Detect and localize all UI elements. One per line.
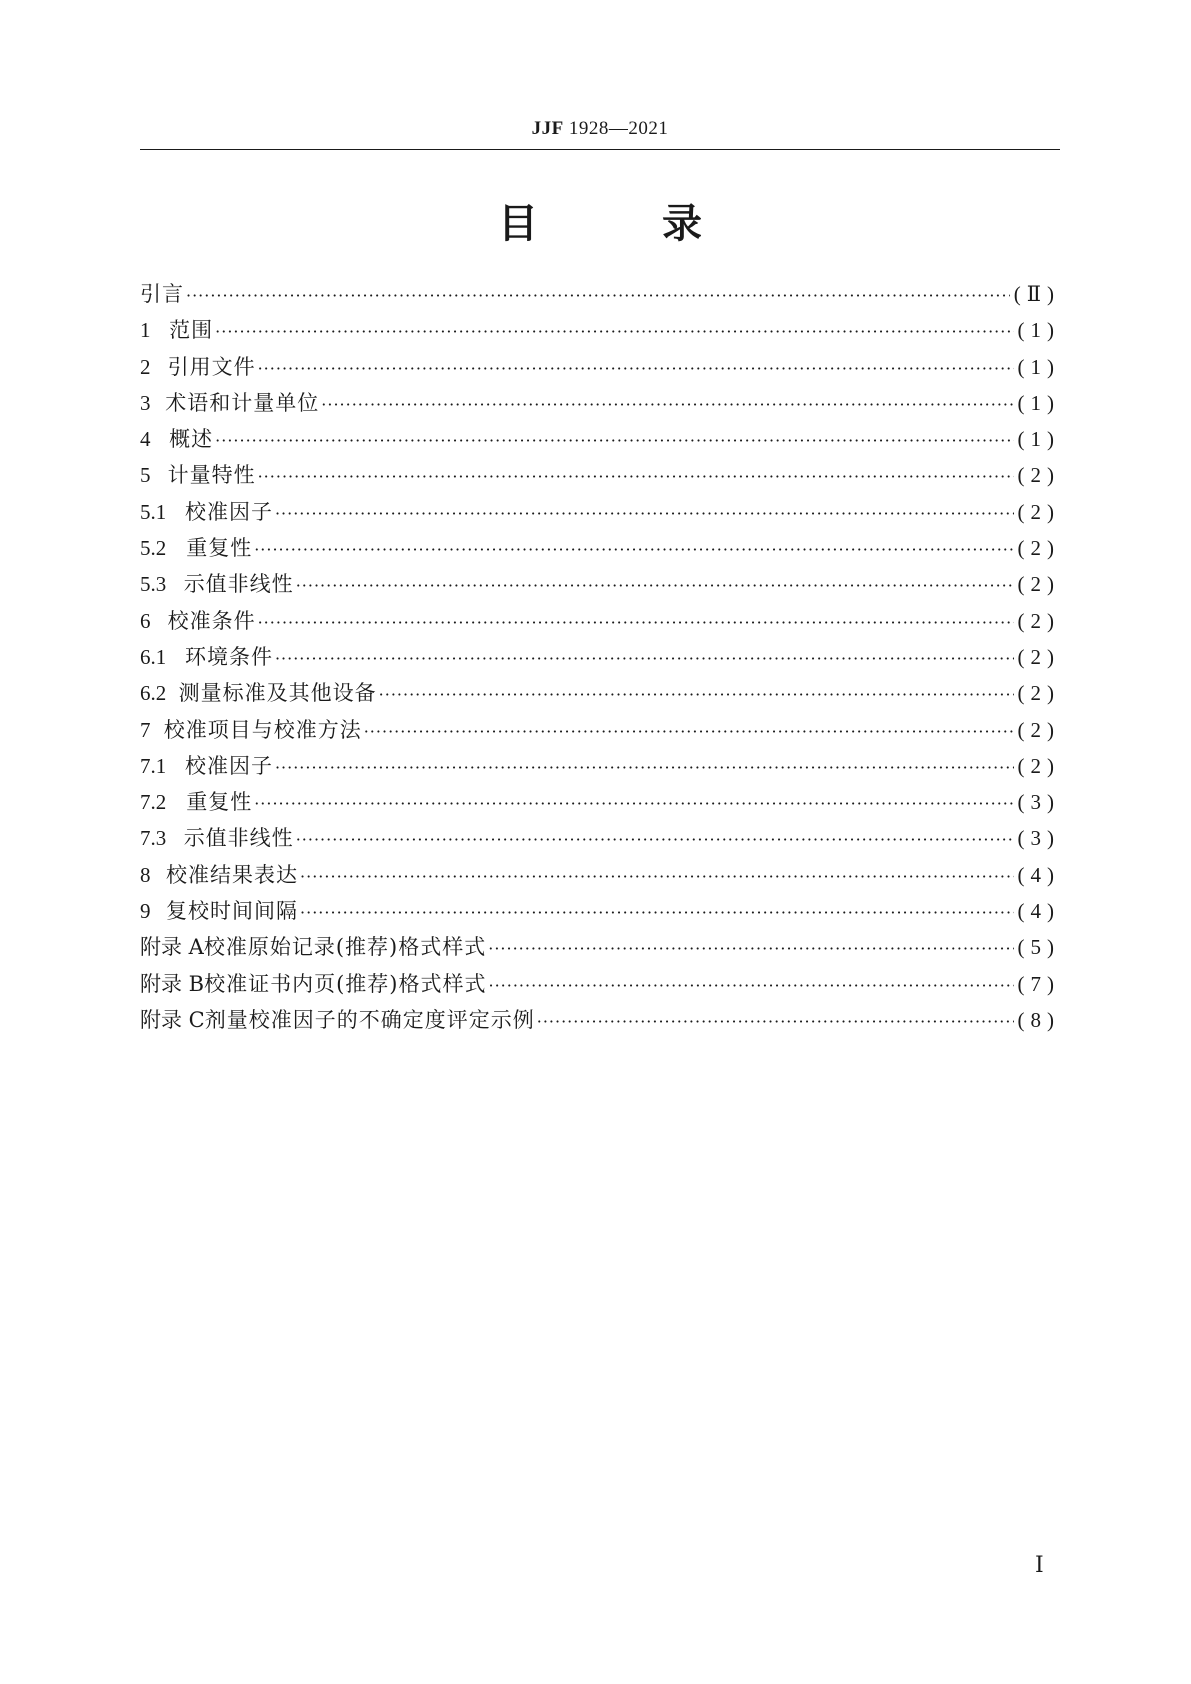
toc-entry-page: (2) bbox=[1017, 644, 1060, 669]
toc-dot-leader bbox=[537, 1012, 1014, 1031]
toc-entry-title: 计量特性 bbox=[167, 463, 256, 488]
toc-entry-title: 示值非线性 bbox=[183, 826, 294, 851]
toc-entry[interactable] bbox=[140, 786, 1060, 822]
toc-entry-page: (3) bbox=[1017, 826, 1060, 851]
toc-entry-number: 5 bbox=[140, 463, 151, 488]
toc-entry[interactable] bbox=[140, 605, 1060, 641]
toc-entry-title: 校准条件 bbox=[167, 608, 256, 633]
toc-entry-number: 6.2 bbox=[140, 681, 167, 706]
toc-entry-page: (Ⅱ) bbox=[1013, 282, 1060, 306]
toc-dot-leader bbox=[186, 286, 1010, 305]
toc-entry[interactable] bbox=[140, 423, 1060, 459]
toc-entry-number: 附录 C bbox=[140, 1007, 205, 1032]
toc-dot-leader bbox=[300, 903, 1013, 922]
toc-entry-page: (1) bbox=[1017, 318, 1060, 343]
toc-entry[interactable] bbox=[140, 459, 1060, 495]
toc-entry-title: 示值非线性 bbox=[183, 572, 294, 597]
toc-entry-number: 7.1 bbox=[140, 753, 167, 778]
toc-entry-title: 校准原始记录(推荐)格式样式 bbox=[203, 935, 487, 960]
toc-dot-leader bbox=[296, 576, 1014, 595]
toc-entry[interactable] bbox=[140, 1004, 1060, 1040]
toc-entry-number: 8 bbox=[140, 862, 151, 887]
toc-entry-number: 6.1 bbox=[140, 644, 167, 669]
toc-entry-page: (2) bbox=[1017, 681, 1060, 706]
toc-entry[interactable] bbox=[140, 750, 1060, 786]
toc-entry-page: (5) bbox=[1017, 935, 1060, 960]
page-title-char-2: 录 bbox=[662, 201, 702, 247]
table-of-contents bbox=[140, 278, 1060, 1040]
toc-entry[interactable] bbox=[140, 822, 1060, 858]
toc-entry-title: 重复性 bbox=[186, 536, 253, 561]
toc-entry-title: 术语和计量单位 bbox=[165, 390, 320, 415]
toc-entry-page: (4) bbox=[1017, 862, 1060, 887]
page-title-char-1: 目 bbox=[498, 201, 538, 247]
toc-entry-number: 4 bbox=[140, 427, 151, 452]
toc-entry-number: 2 bbox=[140, 354, 151, 379]
toc-entry-title: 范围 bbox=[169, 318, 214, 343]
toc-entry-number: 5.3 bbox=[140, 572, 167, 597]
toc-entry-number: 1 bbox=[140, 318, 151, 343]
toc-entry-page: (2) bbox=[1017, 572, 1060, 597]
toc-entry-page: (7) bbox=[1017, 971, 1060, 996]
toc-entry[interactable] bbox=[140, 895, 1060, 931]
toc-entry-page: (2) bbox=[1017, 717, 1060, 742]
page-title bbox=[140, 192, 1060, 249]
header-divider bbox=[140, 149, 1060, 150]
toc-entry-title: 复校时间间隔 bbox=[166, 899, 299, 924]
toc-entry[interactable] bbox=[140, 314, 1060, 350]
toc-entry-number: 6 bbox=[140, 608, 151, 633]
toc-entry-number: 5.1 bbox=[140, 499, 167, 524]
toc-entry-number: 3 bbox=[140, 390, 151, 415]
toc-entry-title: 剂量校准因子的不确定度评定示例 bbox=[204, 1007, 535, 1032]
toc-dot-leader bbox=[215, 431, 1013, 450]
toc-entry[interactable] bbox=[140, 568, 1060, 604]
toc-entry[interactable] bbox=[140, 387, 1060, 423]
toc-entry-title: 重复性 bbox=[186, 790, 253, 815]
toc-entry-number: 附录 A bbox=[140, 935, 204, 960]
toc-dot-leader bbox=[379, 685, 1014, 704]
toc-dot-leader bbox=[489, 976, 1014, 995]
toc-dot-leader bbox=[258, 613, 1014, 632]
toc-entry-page: (1) bbox=[1017, 354, 1060, 379]
toc-entry-page: (8) bbox=[1017, 1007, 1060, 1032]
document-code-number: 1928—2021 bbox=[563, 118, 669, 139]
toc-dot-leader bbox=[364, 722, 1014, 741]
toc-entry-title: 校准结果表达 bbox=[166, 862, 299, 887]
toc-entry[interactable] bbox=[140, 278, 1060, 314]
toc-dot-leader bbox=[215, 322, 1013, 341]
toc-dot-leader bbox=[275, 758, 1014, 777]
toc-dot-leader bbox=[258, 359, 1014, 378]
toc-dot-leader bbox=[254, 794, 1013, 813]
toc-entry-page: (4) bbox=[1017, 899, 1060, 924]
toc-entry[interactable] bbox=[140, 714, 1060, 750]
toc-entry-page: (2) bbox=[1017, 463, 1060, 488]
toc-entry-title: 引言 bbox=[140, 282, 184, 306]
toc-entry-number: 附录 B bbox=[140, 971, 205, 996]
toc-dot-leader bbox=[300, 867, 1013, 886]
toc-entry[interactable] bbox=[140, 677, 1060, 713]
toc-dot-leader bbox=[321, 395, 1013, 414]
toc-dot-leader bbox=[254, 540, 1013, 559]
toc-entry[interactable] bbox=[140, 931, 1060, 967]
toc-entry-page: (2) bbox=[1017, 753, 1060, 778]
toc-dot-leader bbox=[258, 467, 1014, 486]
toc-entry-page: (1) bbox=[1017, 390, 1060, 415]
toc-entry-number: 7.3 bbox=[140, 826, 167, 851]
toc-entry-title: 校准因子 bbox=[184, 753, 273, 778]
toc-entry-title: 校准项目与校准方法 bbox=[163, 717, 362, 742]
toc-entry-page: (3) bbox=[1017, 790, 1060, 815]
toc-entry-title: 校准因子 bbox=[184, 499, 273, 524]
toc-dot-leader bbox=[275, 504, 1014, 523]
toc-entry-page: (2) bbox=[1017, 499, 1060, 524]
toc-entry-page: (2) bbox=[1017, 536, 1060, 561]
toc-entry[interactable] bbox=[140, 532, 1060, 568]
toc-entry[interactable] bbox=[140, 351, 1060, 387]
document-code-prefix: JJF bbox=[531, 118, 564, 139]
toc-entry-number: 7 bbox=[140, 717, 151, 742]
toc-dot-leader bbox=[488, 939, 1013, 958]
toc-entry-title: 测量标准及其他设备 bbox=[178, 681, 377, 706]
toc-dot-leader bbox=[275, 649, 1014, 668]
toc-entry-page: (2) bbox=[1017, 608, 1060, 633]
toc-entry-number: 9 bbox=[140, 899, 151, 924]
toc-entry-number: 7.2 bbox=[140, 790, 167, 815]
toc-entry[interactable] bbox=[140, 859, 1060, 895]
toc-entry[interactable] bbox=[140, 968, 1060, 1004]
toc-entry[interactable] bbox=[140, 496, 1060, 532]
toc-entry-title: 环境条件 bbox=[184, 644, 273, 669]
toc-entry-title: 校准证书内页(推荐)格式样式 bbox=[204, 971, 487, 996]
page-number: Ⅰ bbox=[1035, 1552, 1044, 1577]
toc-entry-title: 引用文件 bbox=[167, 354, 256, 379]
toc-entry[interactable] bbox=[140, 641, 1060, 677]
document-code-header bbox=[140, 118, 1060, 140]
toc-entry-title: 概述 bbox=[169, 427, 214, 452]
toc-dot-leader bbox=[296, 830, 1014, 849]
toc-entry-number: 5.2 bbox=[140, 536, 167, 561]
toc-entry-page: (1) bbox=[1017, 427, 1060, 452]
